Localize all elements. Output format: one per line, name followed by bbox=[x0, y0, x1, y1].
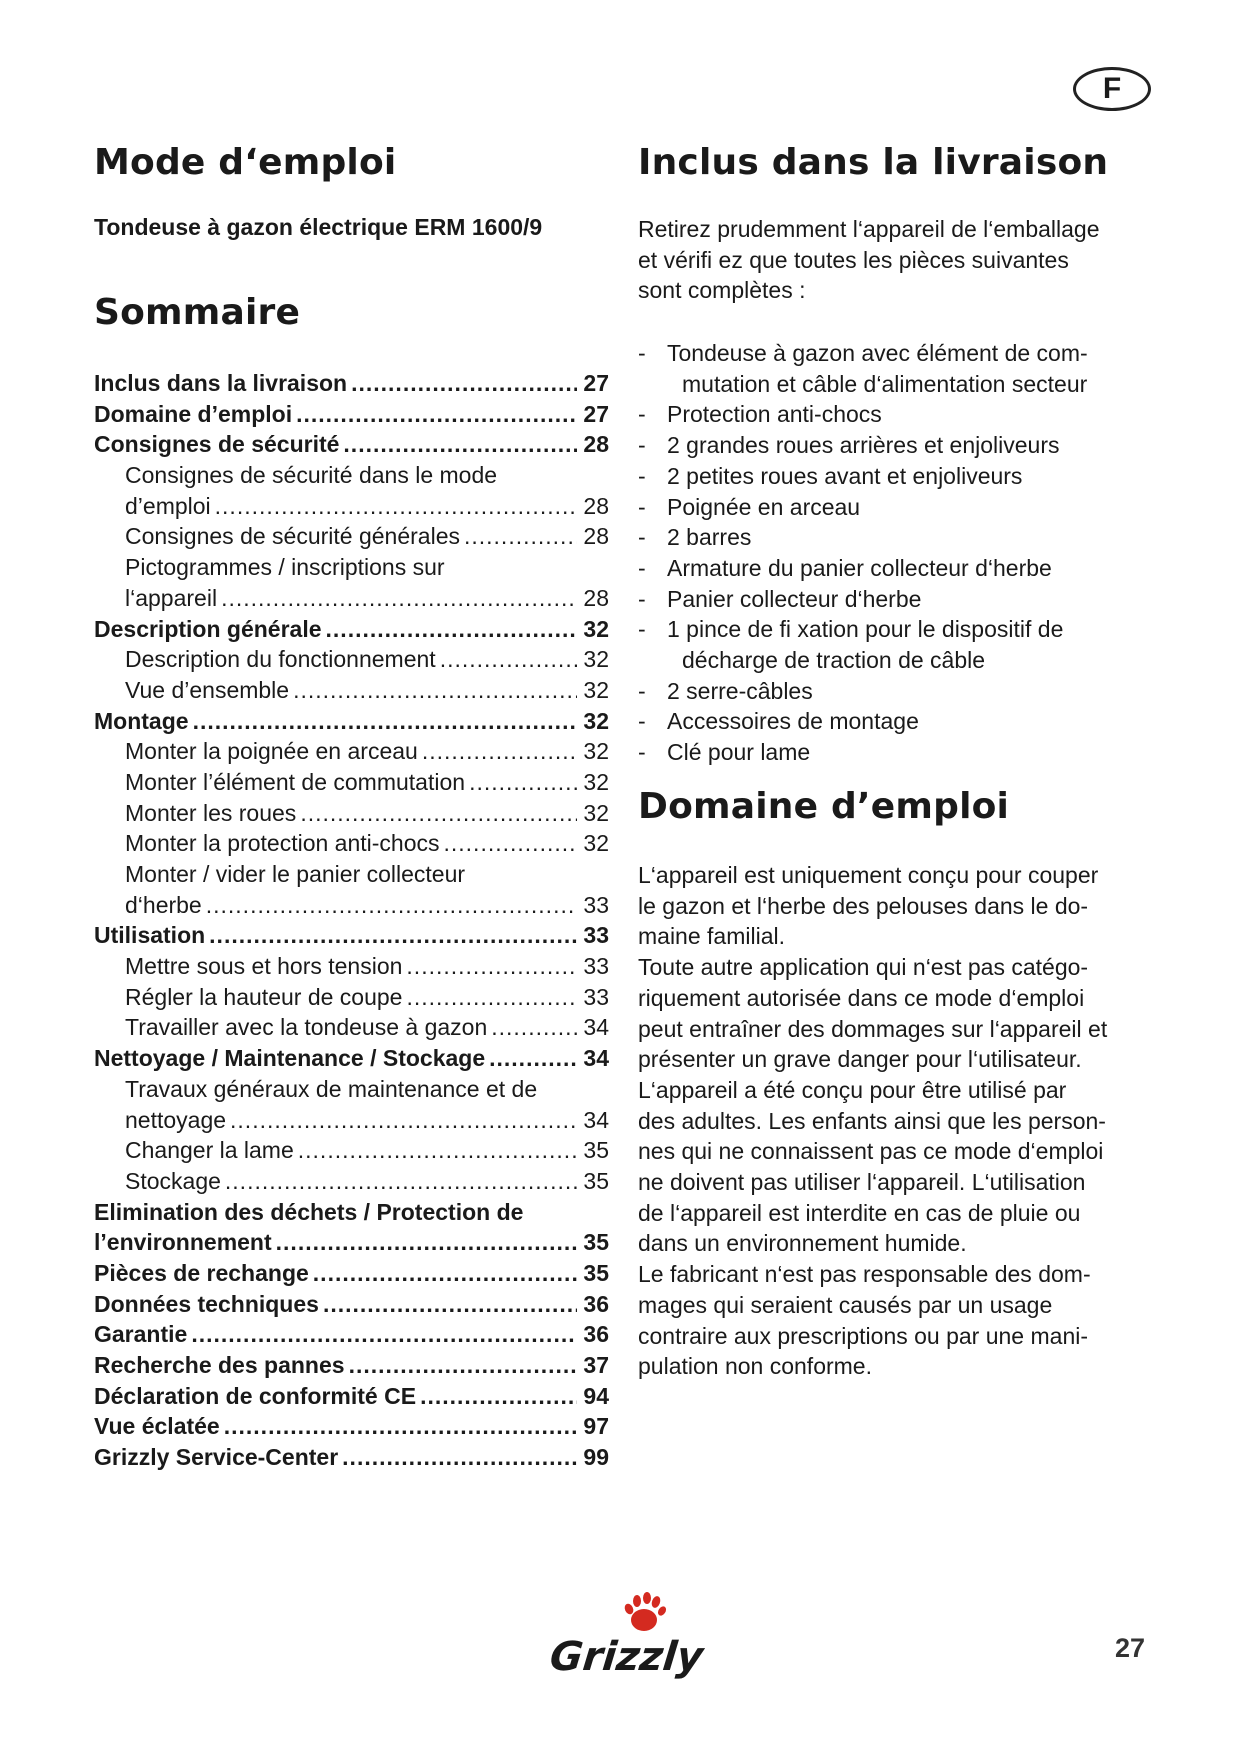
toc-entry-label: Recherche des pannes bbox=[94, 1352, 345, 1378]
toc-entry-page: 32 bbox=[583, 768, 609, 795]
toc-entry-label: Changer la lame bbox=[125, 1137, 294, 1164]
toc-entry-page: 32 bbox=[583, 646, 609, 673]
toc-entry bbox=[94, 614, 609, 645]
toc-entry-page: 28 bbox=[583, 431, 609, 458]
toc-leader-dots bbox=[230, 1105, 577, 1136]
toc-entry bbox=[94, 583, 609, 614]
toc-entry bbox=[94, 491, 609, 522]
list-bullet: - bbox=[638, 401, 646, 428]
toc-entry bbox=[94, 1135, 609, 1166]
toc-entry-page: 37 bbox=[583, 1352, 609, 1378]
toc-leader-dots bbox=[209, 920, 577, 951]
toc-entry bbox=[94, 736, 609, 767]
toc-leader-dots bbox=[313, 1258, 577, 1289]
toc-entry-page: 28 bbox=[583, 584, 609, 611]
manual-heading: Mode d‘emploi bbox=[94, 142, 397, 183]
list-bullet: - bbox=[638, 340, 646, 366]
toc-entry-label: Description générale bbox=[94, 615, 322, 642]
toc-entry bbox=[94, 920, 609, 951]
toc-leader-dots bbox=[323, 1289, 577, 1320]
list-bullet: - bbox=[638, 708, 646, 735]
grizzly-logo-text: Grizzly bbox=[547, 1634, 705, 1680]
product-title: Tondeuse à gazon électrique ERM 1600/9 bbox=[94, 214, 543, 240]
list-item-text: mutation et câble d‘alimentation secteur bbox=[682, 370, 1088, 397]
list-item-text: Poignée en arceau bbox=[667, 493, 861, 520]
toc-leader-dots bbox=[215, 491, 577, 522]
toc-leader-dots bbox=[221, 583, 577, 614]
list-item bbox=[638, 706, 1158, 737]
toc-entry-label: Consignes de sécurité générales bbox=[125, 523, 460, 550]
toc-leader-dots bbox=[420, 1381, 577, 1412]
toc-entry-page: 32 bbox=[583, 615, 609, 642]
toc-leader-dots bbox=[440, 644, 577, 675]
toc-entry-label: Consignes de sécurité dans le mode bbox=[125, 462, 498, 489]
list-item bbox=[638, 737, 1158, 768]
use-text-line: présenter un grave danger pour l‘utilisateur. bbox=[638, 1046, 1082, 1073]
toc-entry bbox=[94, 1411, 609, 1442]
toc-entry-page: 32 bbox=[583, 676, 609, 703]
toc-entry-label: Consignes de sécurité bbox=[94, 431, 340, 458]
toc-entry bbox=[94, 1012, 609, 1043]
list-item bbox=[638, 584, 1158, 615]
toc-entry bbox=[94, 859, 609, 890]
toc-entry-page: 28 bbox=[583, 523, 609, 550]
toc-entry-page: 32 bbox=[583, 799, 609, 826]
list-bullet: - bbox=[638, 554, 646, 581]
toc-entry bbox=[94, 429, 609, 460]
use-text-line: des adultes. Les enfants ainsi que les person- bbox=[638, 1107, 1106, 1134]
toc-entry-page: 34 bbox=[583, 1014, 609, 1041]
toc-entry-label: d‘herbe bbox=[125, 891, 202, 918]
toc-leader-dots bbox=[191, 1319, 577, 1350]
toc-entry-page: 33 bbox=[583, 983, 609, 1010]
toc-entry bbox=[94, 521, 609, 552]
table-of-contents bbox=[94, 368, 609, 1473]
toc-leader-dots bbox=[349, 1350, 577, 1381]
toc-entry bbox=[94, 368, 609, 399]
toc-leader-dots bbox=[342, 1442, 577, 1473]
toc-entry-label: Mettre sous et hors tension bbox=[125, 953, 403, 980]
list-bullet: - bbox=[638, 616, 646, 643]
toc-entry-label: Description du fonctionnement bbox=[125, 646, 436, 673]
toc-entry-label: Pictogrammes / inscriptions sur bbox=[125, 554, 445, 581]
toc-entry bbox=[94, 1166, 609, 1197]
toc-entry-page: 34 bbox=[583, 1045, 609, 1072]
list-item-text: décharge de traction de câble bbox=[682, 647, 986, 674]
delivery-intro bbox=[638, 214, 1158, 306]
intro-line: et vérifi ez que toutes les pièces suivantes bbox=[638, 246, 1069, 273]
toc-entry-label: Nettoyage / Maintenance / Stockage bbox=[94, 1045, 486, 1072]
toc-entry-page: 34 bbox=[583, 1106, 609, 1133]
toc-entry-page: 27 bbox=[583, 370, 609, 396]
toc-entry-page: 27 bbox=[583, 400, 609, 427]
use-text-line: L‘appareil a été conçu pour être utilisé par bbox=[638, 1076, 1067, 1103]
toc-entry bbox=[94, 644, 609, 675]
toc-entry-page: 32 bbox=[583, 707, 609, 734]
toc-entry bbox=[94, 798, 609, 829]
toc-entry-label: Grizzly Service-Center bbox=[94, 1444, 339, 1471]
list-item-text: 2 barres bbox=[667, 524, 752, 551]
list-bullet: - bbox=[638, 677, 646, 704]
toc-entry-label: Garantie bbox=[94, 1321, 188, 1348]
toc-entry-page: 35 bbox=[583, 1167, 609, 1194]
list-bullet: - bbox=[638, 524, 646, 551]
list-bullet: - bbox=[638, 462, 646, 489]
toc-leader-dots bbox=[422, 736, 577, 767]
language-badge: F bbox=[1073, 67, 1151, 111]
toc-entry-label: l‘appareil bbox=[125, 584, 218, 611]
list-item-text: 1 pince de fi xation pour le dispositif de bbox=[667, 616, 1064, 643]
toc-entry-label: Monter la protection anti-chocs bbox=[125, 830, 440, 857]
toc-entry-label: l’environnement bbox=[94, 1229, 272, 1256]
list-item bbox=[638, 461, 1158, 492]
toc-entry-label: Pièces de rechange bbox=[94, 1259, 309, 1286]
toc-leader-dots bbox=[406, 982, 577, 1013]
toc-entry bbox=[94, 1350, 609, 1381]
toc-entry bbox=[94, 675, 609, 706]
toc-entry-page: 99 bbox=[583, 1444, 609, 1471]
list-item bbox=[638, 399, 1158, 430]
list-bullet: - bbox=[638, 493, 646, 520]
list-bullet: - bbox=[638, 739, 646, 766]
toc-entry-label: Travaux généraux de maintenance et de bbox=[125, 1075, 538, 1102]
toc-entry-page: 36 bbox=[583, 1321, 609, 1348]
use-text-line: le gazon et l‘herbe des pelouses dans le do- bbox=[638, 892, 1089, 919]
use-text-line: riquement autorisée dans ce mode d‘emploi bbox=[638, 984, 1085, 1011]
list-item bbox=[638, 430, 1158, 461]
toc-leader-dots bbox=[406, 951, 577, 982]
list-item-text: Clé pour lame bbox=[667, 739, 811, 766]
toc-entry bbox=[94, 951, 609, 982]
list-item-text: Panier collecteur d‘herbe bbox=[667, 585, 922, 612]
use-text-line: de l‘appareil est interdite en cas de pluie ou bbox=[638, 1199, 1081, 1226]
list-bullet: - bbox=[638, 432, 646, 459]
toc-entry bbox=[94, 552, 609, 583]
toc-entry bbox=[94, 1105, 609, 1136]
delivery-list bbox=[638, 338, 1158, 768]
toc-entry-page: 32 bbox=[583, 738, 609, 765]
toc-entry bbox=[94, 1319, 609, 1350]
toc-entry-label: Elimination des déchets / Protection de bbox=[94, 1198, 524, 1225]
toc-leader-dots bbox=[193, 706, 577, 737]
list-item bbox=[638, 553, 1158, 584]
toc-entry-label: Utilisation bbox=[94, 922, 206, 949]
list-item bbox=[638, 522, 1158, 553]
use-text-line: ne doivent pas utiliser l‘appareil. L‘utilisation bbox=[638, 1169, 1086, 1196]
toc-entry-label: Vue éclatée bbox=[94, 1413, 220, 1440]
list-item bbox=[638, 676, 1158, 707]
toc-entry-page: 33 bbox=[583, 922, 609, 949]
toc-entry bbox=[94, 1197, 609, 1228]
page-number: 27 bbox=[1115, 1633, 1146, 1663]
use-text-line: Le fabricant n‘est pas responsable des dom- bbox=[638, 1261, 1091, 1288]
toc-leader-dots bbox=[225, 1166, 577, 1197]
toc-entry-label: Inclus dans la livraison bbox=[94, 370, 348, 396]
toc-entry-page: 32 bbox=[583, 830, 609, 857]
list-item-text: 2 serre-câbles bbox=[667, 677, 813, 704]
toc-entry-page: 33 bbox=[583, 891, 609, 918]
toc-entry-page: 36 bbox=[583, 1290, 609, 1317]
use-text-line: contraire aux prescriptions ou par une mani- bbox=[638, 1322, 1089, 1349]
use-text-line: nes qui ne connaissent pas ce mode d‘emploi bbox=[638, 1138, 1104, 1165]
toc-leader-dots bbox=[224, 1411, 577, 1442]
toc-entry bbox=[94, 1381, 609, 1412]
toc-entry-label: Données techniques bbox=[94, 1290, 319, 1317]
toc-leader-dots bbox=[293, 675, 577, 706]
toc-entry-label: Vue d’ensemble bbox=[125, 676, 290, 703]
list-item-text: Accessoires de montage bbox=[667, 708, 919, 735]
use-text-line: Toute autre application qui n‘est pas catégo- bbox=[638, 954, 1089, 981]
toc-leader-dots bbox=[296, 399, 577, 430]
toc-leader-dots bbox=[326, 614, 577, 645]
list-item bbox=[638, 614, 1158, 675]
toc-entry bbox=[94, 828, 609, 859]
toc-entry-label: Monter / vider le panier collecteur bbox=[125, 861, 466, 887]
toc-entry bbox=[94, 982, 609, 1013]
toc-entry bbox=[94, 399, 609, 430]
list-item-text: Armature du panier collecteur d‘herbe bbox=[667, 554, 1052, 581]
toc-entry-page: 97 bbox=[583, 1413, 609, 1440]
use-heading: Domaine d’emploi bbox=[638, 786, 1010, 827]
toc-leader-dots bbox=[491, 1012, 577, 1043]
toc-entry-label: Monter l’élément de commutation bbox=[125, 768, 466, 795]
toc-entry-label: Déclaration de conformité CE bbox=[94, 1382, 417, 1409]
toc-entry-label: Monter les roues bbox=[125, 799, 297, 826]
intro-line: sont complètes : bbox=[638, 277, 806, 304]
toc-entry bbox=[94, 890, 609, 921]
delivery-heading: Inclus dans la livraison bbox=[638, 142, 1109, 183]
toc-entry-page: 35 bbox=[583, 1259, 609, 1286]
toc-entry bbox=[94, 1258, 609, 1289]
list-item-text: 2 grandes roues arrières et enjoliveurs bbox=[667, 432, 1060, 459]
toc-leader-dots bbox=[464, 521, 577, 552]
toc-entry-label: Domaine d’emploi bbox=[94, 400, 293, 427]
toc-entry-label: Monter la poignée en arceau bbox=[125, 738, 418, 765]
toc-entry-label: Stockage bbox=[125, 1167, 221, 1194]
intro-line: Retirez prudemment l‘appareil de l‘emballage bbox=[638, 216, 1100, 242]
toc-entry bbox=[94, 460, 609, 491]
toc-leader-dots bbox=[351, 368, 577, 399]
use-text-line: pulation non conforme. bbox=[638, 1353, 872, 1380]
toc-leader-dots bbox=[343, 429, 577, 460]
toc-entry bbox=[94, 1289, 609, 1320]
toc-entry-page: 28 bbox=[583, 492, 609, 519]
toc-entry bbox=[94, 1043, 609, 1074]
list-item-text: Protection anti-chocs bbox=[667, 401, 882, 428]
toc-entry-label: Montage bbox=[94, 707, 189, 734]
toc-entry-label: Travailler avec la tondeuse à gazon bbox=[125, 1014, 488, 1041]
toc-leader-dots bbox=[469, 767, 577, 798]
toc-entry-page: 35 bbox=[583, 1229, 609, 1256]
list-bullet: - bbox=[638, 585, 646, 612]
toc-leader-dots bbox=[444, 828, 578, 859]
toc-leader-dots bbox=[298, 1135, 577, 1166]
toc-heading: Sommaire bbox=[94, 292, 301, 333]
toc-entry-label: Régler la hauteur de coupe bbox=[125, 983, 403, 1010]
toc-entry-label: d’emploi bbox=[125, 492, 211, 519]
list-item-text: 2 petites roues avant et enjoliveurs bbox=[667, 462, 1023, 489]
toc-entry-label: nettoyage bbox=[125, 1106, 227, 1133]
toc-leader-dots bbox=[489, 1043, 577, 1074]
toc-entry bbox=[94, 1442, 609, 1473]
paw-icon bbox=[623, 1592, 668, 1631]
toc-entry bbox=[94, 706, 609, 737]
grizzly-logo bbox=[545, 1592, 705, 1682]
toc-entry-page: 33 bbox=[583, 953, 609, 980]
use-text-line: dans un environnement humide. bbox=[638, 1230, 967, 1257]
toc-entry bbox=[94, 1227, 609, 1258]
list-item bbox=[638, 338, 1158, 399]
toc-entry-page: 35 bbox=[583, 1137, 609, 1164]
toc-leader-dots bbox=[276, 1227, 577, 1258]
toc-leader-dots bbox=[206, 890, 577, 921]
use-text-line: peut entraîner des dommages sur l‘appareil et bbox=[638, 1015, 1108, 1042]
list-item-text: Tondeuse à gazon avec élément de com- bbox=[667, 340, 1088, 366]
toc-leader-dots bbox=[300, 798, 577, 829]
use-text bbox=[638, 860, 1158, 1382]
toc-entry bbox=[94, 767, 609, 798]
list-item bbox=[638, 492, 1158, 523]
toc-entry bbox=[94, 1074, 609, 1105]
use-text-line: mages qui seraient causés par un usage bbox=[638, 1291, 1053, 1318]
use-text-line: maine familial. bbox=[638, 923, 785, 950]
use-text-line: L‘appareil est uniquement conçu pour couper bbox=[638, 862, 1099, 888]
toc-entry-page: 94 bbox=[583, 1382, 609, 1409]
